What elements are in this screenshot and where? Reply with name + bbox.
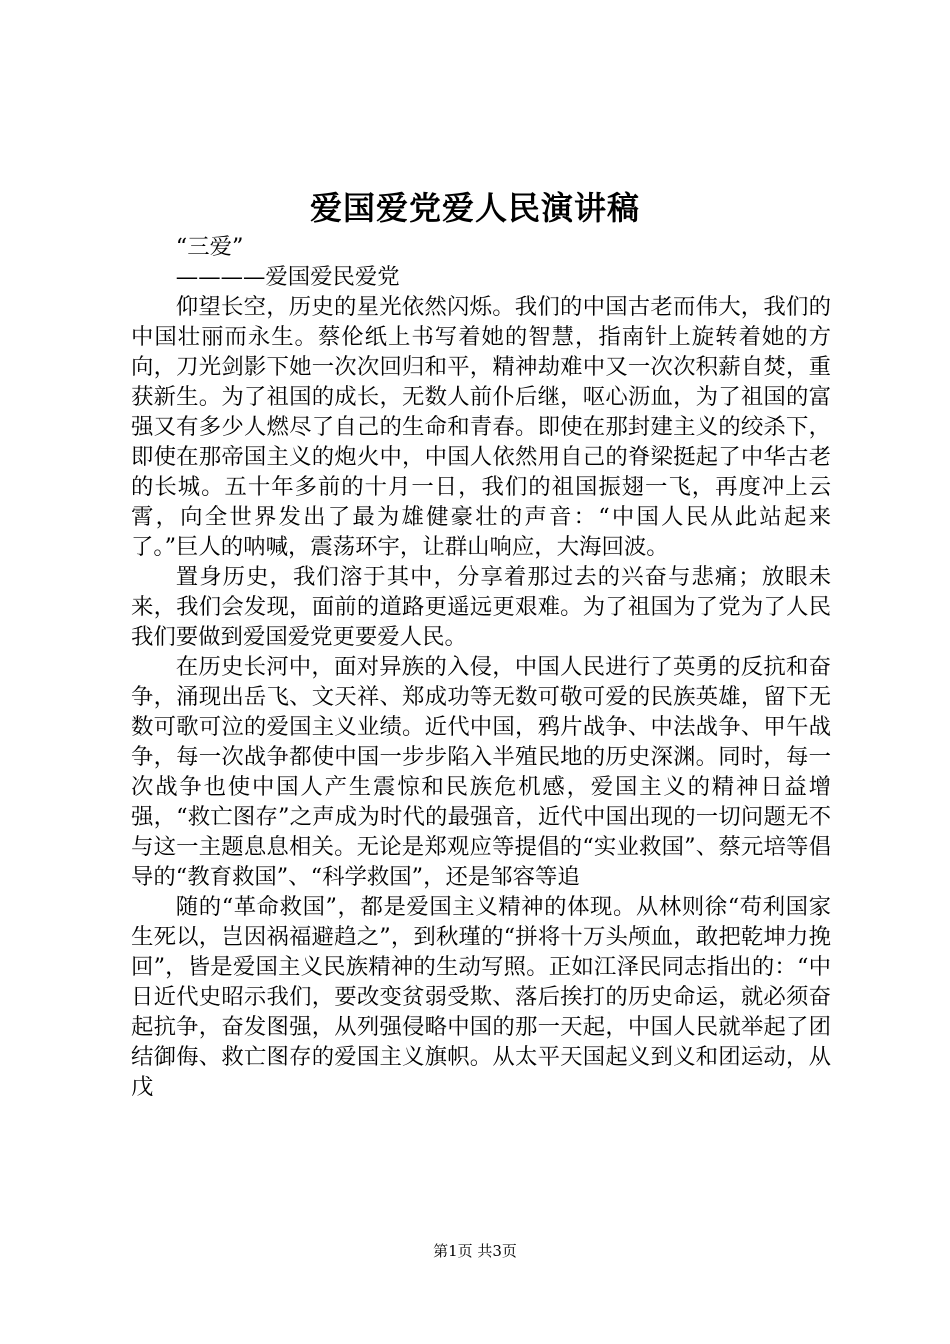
page-footer: 第1页 共3页	[433, 1242, 517, 1260]
subtitle-line-2: ————爱国爱民爱党	[175, 264, 400, 290]
document-body	[131, 232, 831, 1102]
paragraph-2: 置身历史，我们溶于其中，分享着那过去的兴奋与悲痛；放眼未来，我们会发现，面前的道路更遥远更艰难。为了祖国为了党为了人民我们要做到爱国爱党更要爱人民。	[131, 564, 831, 650]
paragraph-1: 仰望长空，历史的星光依然闪烁。我们的中国古老而伟大，我们的中国壮丽而永生。蔡伦纸上书写着她的智慧，指南针上旋转着她的方向，刀光剑影下她一次次回归和平，精神劫难中又一次次积薪自焚，重获新生。为了祖国的成长，无数人前仆后继，呕心沥血，为了祖国的富强又有多少人燃尽了自己的生命和青春。即使在那封建主义的绞杀下，即使在那帝国主义的炮火中，中国人依然用自己的脊梁挺起了中华古老的长城。五十年多前的十月一日，我们的祖国振翅一飞，再度冲上云霄，向全世界发出了最为雄健豪壮的声音：“中国人民从此站起来了。”巨人的呐喊，震荡环宇，让群山响应，大海回波。	[131, 294, 831, 560]
subtitle-line-1: “三爱”	[175, 234, 244, 260]
paragraph-3: 在历史长河中，面对异族的入侵，中国人民进行了英勇的反抗和奋争，涌现出岳飞、文天祥、郑成功等无数可敬可爱的民族英雄，留下无数可歌可泣的爱国主义业绩。近代中国，鸦片战争、中法战争、甲午战争，每一次战争都使中国一步步陷入半殖民地的历史深渊。同时，每一次战争也使中国人产生震惊和民族危机感，爱国主义的精神日益增强，“救亡图存”之声成为时代的最强音，近代中国出现的一切问题无不与这一主题息息相关。无论是郑观应等提倡的“实业救国”、蔡元培等倡导的“教育救国”、“科学救国”，还是邹容等追	[131, 654, 831, 890]
paragraph-4: 随的“革命救国”，都是爱国主义精神的体现。从林则徐“苟利国家生死以，岂因祸福避趋之”，到秋瑾的“拼将十万头颅血，敢把乾坤力挽回”，皆是爱国主义民族精神的生动写照。正如江泽民同志指出的：“中日近代史昭示我们，要改变贫弱受欺、落后挨打的历史命运，就必须奋起抗争，奋发图强，从列强侵略中国的那一天起，中国人民就举起了团结御侮、救亡图存的爱国主义旗帜。从太平天国起义到义和团运动，从戊	[131, 894, 831, 1100]
document-title: 爱国爱党爱人民演讲稿	[309, 189, 640, 227]
